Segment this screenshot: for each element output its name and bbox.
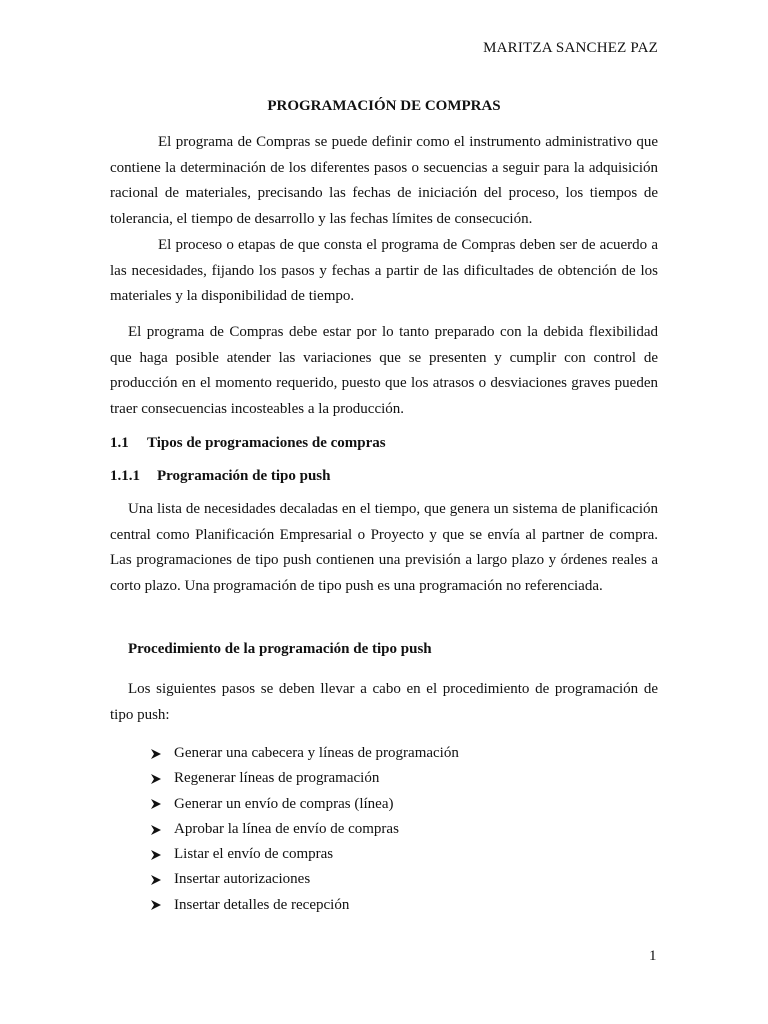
arrow-bullet-icon — [150, 874, 162, 886]
procedure-steps-list — [150, 741, 459, 918]
list-item-label: Generar una cabecera y líneas de programación — [174, 745, 459, 761]
list-item — [150, 792, 459, 817]
arrow-bullet-icon — [150, 748, 162, 760]
list-item — [150, 893, 459, 918]
list-item-label: Generar un envío de compras (línea) — [174, 795, 394, 812]
arrow-bullet-icon — [150, 824, 162, 836]
list-item — [150, 741, 459, 766]
subsection-number: 1.1.1 — [110, 468, 140, 484]
section-heading-1-1 — [110, 435, 386, 452]
arrow-bullet-icon — [150, 798, 162, 810]
document-title: PROGRAMACIÓN DE COMPRAS — [267, 98, 501, 114]
list-item-label: Aprobar la línea de envío de compras — [174, 820, 399, 837]
section-heading-1-1-1 — [110, 468, 331, 485]
procedure-heading: Procedimiento de la programación de tipo push — [128, 641, 432, 657]
page-number: 1 — [649, 948, 657, 964]
page-header-author: MARITZA SANCHEZ PAZ — [483, 40, 658, 56]
paragraph-process: El proceso o etapas de que consta el programa de Compras deben ser de acuerdo a las necesidades, fijando los pasos y fechas a partir de las dificultades de obtención de los materiales y la disponibilidad de tiempo. — [110, 237, 658, 304]
subsection-title: Programación de tipo push — [157, 468, 331, 484]
list-item-label: Listar el envío de compras — [174, 846, 334, 863]
list-item-label: Insertar autorizaciones — [174, 871, 311, 888]
paragraph-push-definition: Una lista de necesidades decaladas en el tiempo, que genera un sistema de planificación central como Planificación Empresarial o Proyecto y que se envía al partner de compra. Las programaciones de tipo push contienen una previsión a largo plazo y órdenes reales a corto plazo. Una programación de tipo push es una programación no referenciada. — [110, 501, 658, 594]
section-number: 1.1 — [110, 435, 129, 451]
arrow-bullet-icon — [150, 773, 162, 785]
section-title: Tipos de programaciones de compras — [147, 435, 386, 451]
procedure-intro: Los siguientes pasos se deben llevar a cabo en el procedimiento de programación de tipo push: — [110, 681, 658, 723]
list-item — [150, 817, 459, 842]
list-item — [150, 867, 459, 892]
paragraph-definition: El programa de Compras se puede definir como el instrumento administrativo que contiene la determinación de los diferentes pasos o secuencias a seguir para la adquisición racional de materiales, precisando las fechas de iniciación del proceso, los tiempos de tolerancia, el tiempo de desarrollo y las fechas límites de consecución. — [110, 134, 658, 227]
arrow-bullet-icon — [150, 899, 162, 911]
arrow-bullet-icon — [150, 849, 162, 861]
paragraph-flexibility: El programa de Compras debe estar por lo tanto preparado con la debida flexibilidad que haga posible atender las variaciones que se presenten y cumplir con control de producción en el momento requerido, puesto que los atrasos o desviaciones graves pueden traer consecuencias incosteables a la producción. — [110, 324, 658, 417]
list-item — [150, 842, 459, 867]
list-item — [150, 766, 459, 791]
list-item-label: Regenerar líneas de programación — [174, 770, 380, 787]
list-item-label: Insertar detalles de recepción — [174, 896, 350, 913]
